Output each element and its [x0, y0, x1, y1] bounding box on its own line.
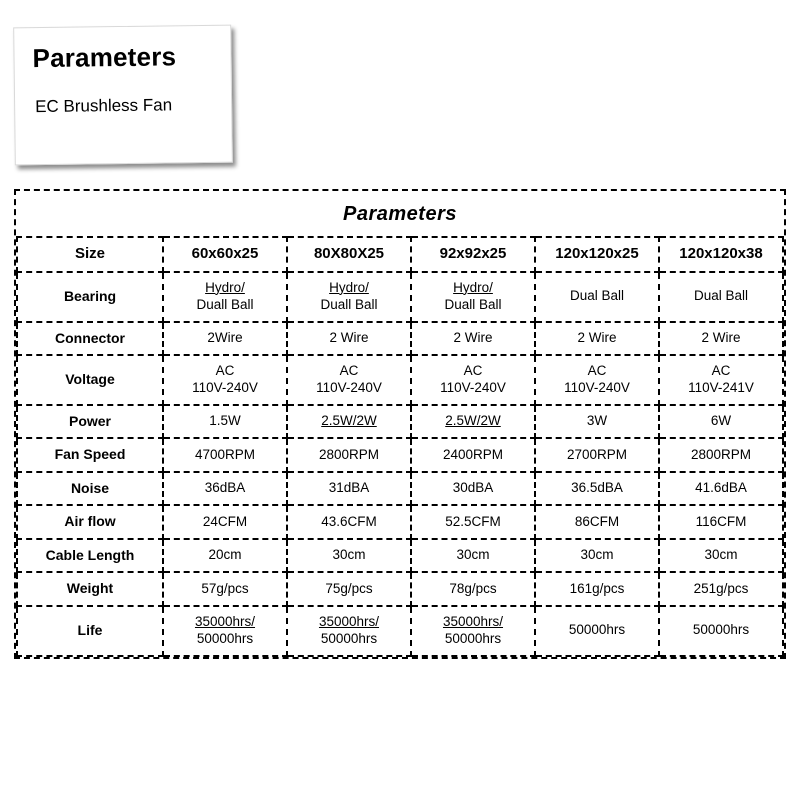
table-cell: [535, 539, 659, 573]
table-header-row: [17, 237, 783, 272]
cell-line: 110V-240V: [440, 379, 506, 395]
cell-line: 116CFM: [695, 513, 747, 529]
table-header-cell: 120x120x38: [659, 237, 783, 272]
table-cell: [659, 405, 783, 439]
parameters-table-block: [14, 189, 786, 659]
page-title: Parameters: [32, 41, 177, 74]
row-label: Noise: [17, 472, 163, 506]
cell-line: 2 Wire: [453, 329, 493, 345]
cell-line: 4700RPM: [194, 446, 256, 462]
table-row: [17, 355, 783, 405]
cell-line: AC: [711, 363, 731, 378]
cell-line: 161g/pcs: [569, 580, 625, 596]
cell-line: 110V-241V: [688, 379, 754, 395]
table-cell: [659, 606, 783, 656]
table-cell: [287, 272, 411, 322]
cell-line: 57g/pcs: [201, 580, 249, 596]
cell-line: 41.6dBA: [695, 480, 747, 496]
table-row: [17, 322, 783, 356]
row-label: Voltage: [17, 355, 163, 405]
table-cell: [535, 572, 659, 606]
table-cell: [535, 438, 659, 472]
table-cell: [163, 572, 287, 606]
table-cell: [535, 272, 659, 322]
table-cell: [287, 539, 411, 573]
row-label: Weight: [17, 572, 163, 606]
table-row: [17, 572, 783, 606]
table-cell: [659, 272, 783, 322]
table-cell: [659, 539, 783, 573]
table-cell: [287, 405, 411, 439]
cell-line: 75g/pcs: [325, 580, 373, 596]
table-cell: [535, 405, 659, 439]
cell-line: 2 Wire: [329, 329, 369, 345]
cell-line: 2.5W/2W: [445, 413, 501, 429]
cell-line: 35000hrs/: [442, 613, 504, 629]
cell-line: 2700RPM: [566, 446, 628, 462]
cell-line: Dual Ball: [569, 288, 625, 304]
cell-line: 110V-240V: [564, 379, 630, 395]
table-header-cell: 60x60x25: [163, 237, 287, 272]
cell-line: 251g/pcs: [693, 580, 749, 596]
cell-line: Hydro/: [205, 279, 245, 295]
table-cell: [411, 572, 535, 606]
cell-line: 2.5W/2W: [321, 413, 377, 429]
row-label: Connector: [17, 322, 163, 356]
table-cell: [411, 505, 535, 539]
table-row: [17, 472, 783, 506]
table-row: [17, 606, 783, 656]
cell-line: 50000hrs: [692, 622, 750, 638]
cell-line: 30cm: [580, 547, 614, 563]
row-label: Cable Length: [17, 539, 163, 573]
table-cell: [287, 355, 411, 405]
table-cell: [411, 322, 535, 356]
table-header-cell: 120x120x25: [535, 237, 659, 272]
cell-line: 78g/pcs: [449, 580, 497, 596]
table-cell: [659, 322, 783, 356]
cell-line: AC: [339, 363, 359, 378]
cell-line: 50000hrs: [196, 630, 254, 646]
cell-line: 24CFM: [202, 513, 248, 529]
cell-line: 110V-240V: [192, 379, 258, 395]
cell-line: 3W: [586, 413, 608, 429]
table-cell: [163, 472, 287, 506]
cell-line: Dual Ball: [693, 288, 749, 304]
table-cell: [287, 606, 411, 656]
table-caption: Parameters: [343, 203, 457, 225]
cell-line: 2Wire: [207, 329, 243, 345]
table-cell: [163, 539, 287, 573]
cell-line: 50000hrs: [320, 630, 378, 646]
row-label: Power: [17, 405, 163, 439]
table-cell: [411, 272, 535, 322]
cell-line: 30cm: [332, 547, 366, 563]
table-cell: [659, 472, 783, 506]
cell-line: 35000hrs/: [318, 613, 380, 629]
table-cell: [411, 355, 535, 405]
cell-line: Hydro/: [329, 279, 369, 295]
table-header-size: Size: [17, 237, 163, 272]
cell-line: 30cm: [704, 547, 738, 563]
table-cell: [163, 505, 287, 539]
table-cell: [411, 472, 535, 506]
cell-line: 30dBA: [452, 480, 494, 496]
table-cell: [411, 606, 535, 656]
cell-line: 1.5W: [209, 413, 241, 429]
table-cell: [163, 438, 287, 472]
header-card: [13, 25, 233, 166]
cell-line: 86CFM: [574, 513, 620, 529]
table-cell: [659, 438, 783, 472]
table-cell: [163, 606, 287, 656]
table-cell: [163, 405, 287, 439]
table-row: [17, 272, 783, 322]
cell-line: Duall Ball: [444, 296, 502, 312]
table-cell: [287, 505, 411, 539]
table-cell: [659, 505, 783, 539]
cell-line: 2 Wire: [701, 329, 741, 345]
cell-line: Hydro/: [453, 279, 493, 295]
cell-line: 50000hrs: [568, 622, 626, 638]
row-label: Air flow: [17, 505, 163, 539]
cell-line: 2800RPM: [318, 446, 380, 462]
table-header-cell: 92x92x25: [411, 237, 535, 272]
row-label: Bearing: [17, 272, 163, 322]
table-cell: [535, 472, 659, 506]
table-cell: [411, 539, 535, 573]
table-body: [17, 237, 783, 656]
table-cell: [535, 322, 659, 356]
cell-line: 2 Wire: [577, 329, 617, 345]
table-cell: [659, 355, 783, 405]
cell-line: 31dBA: [328, 480, 370, 496]
table-cell: [659, 572, 783, 606]
table-cell: [163, 272, 287, 322]
table-row: [17, 438, 783, 472]
parameters-table: [16, 236, 784, 657]
cell-line: 6W: [710, 413, 732, 429]
row-label: Life: [17, 606, 163, 656]
cell-line: 35000hrs/: [194, 613, 256, 629]
cell-line: AC: [215, 363, 235, 378]
table-cell: [535, 355, 659, 405]
table-cell: [287, 472, 411, 506]
table-row: [17, 539, 783, 573]
cell-line: 30cm: [456, 547, 490, 563]
table-row: [17, 405, 783, 439]
cell-line: 36dBA: [204, 480, 246, 496]
cell-line: 50000hrs: [444, 630, 502, 646]
cell-line: 43.6CFM: [321, 513, 377, 529]
cell-line: Duall Ball: [196, 296, 254, 312]
cell-line: Duall Ball: [320, 296, 378, 312]
table-row: [17, 505, 783, 539]
table-header-cell: 80X80X25: [287, 237, 411, 272]
cell-line: 110V-240V: [316, 379, 382, 395]
cell-line: 2400RPM: [442, 446, 504, 462]
cell-line: 36.5dBA: [571, 480, 623, 496]
table-cell: [411, 405, 535, 439]
table-cell: [535, 505, 659, 539]
cell-line: 20cm: [208, 547, 242, 563]
table-cell: [163, 322, 287, 356]
cell-line: AC: [463, 363, 483, 378]
row-label: Fan Speed: [17, 438, 163, 472]
cell-line: 2800RPM: [690, 446, 752, 462]
table-cell: [287, 572, 411, 606]
table-cell: [163, 355, 287, 405]
table-cell: [411, 438, 535, 472]
cell-line: 52.5CFM: [445, 513, 501, 529]
table-cell: [287, 438, 411, 472]
table-cell: [535, 606, 659, 656]
cell-line: AC: [587, 363, 607, 378]
table-cell: [287, 322, 411, 356]
page-subtitle: EC Brushless Fan: [35, 95, 173, 117]
